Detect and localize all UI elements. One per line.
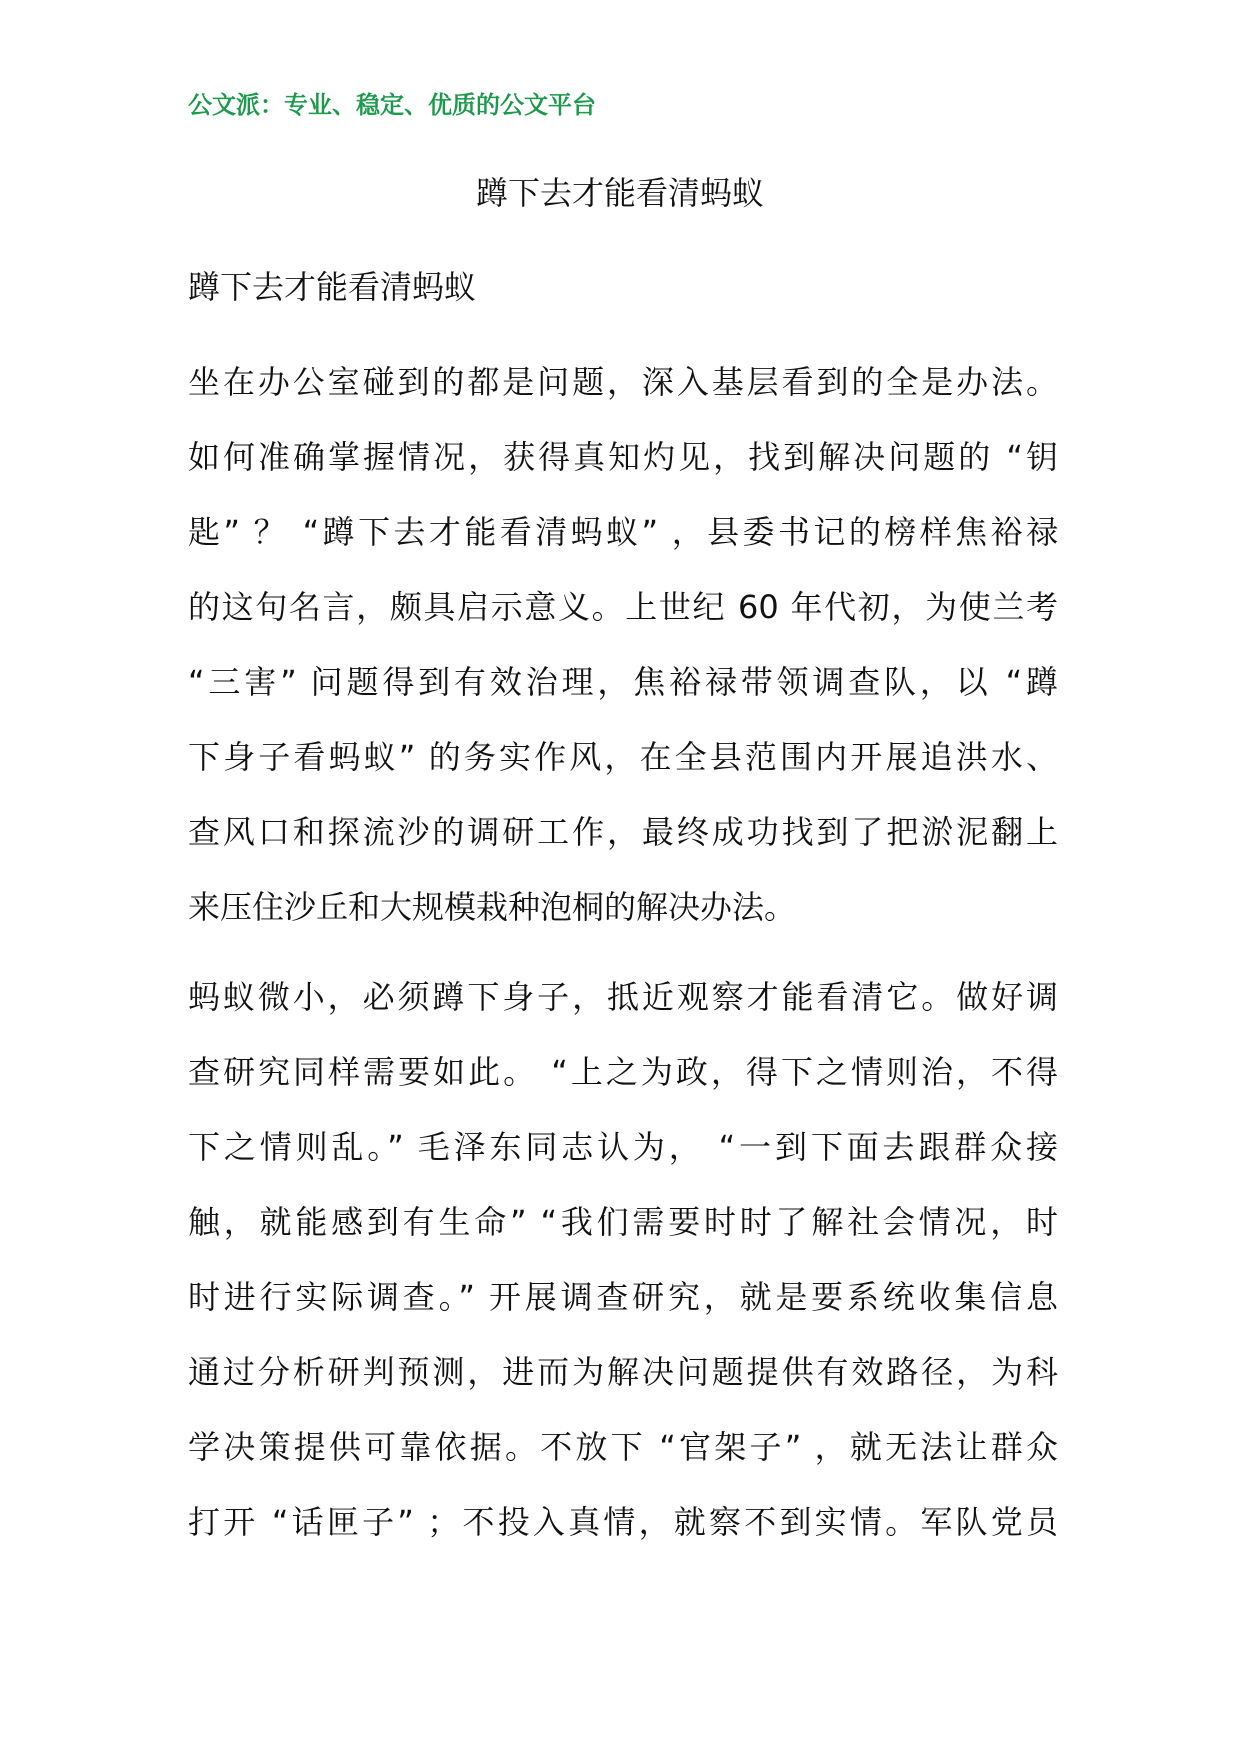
paragraph-line: 触，就能感到有生命” “我们需要时时了解社会情况，时: [188, 1203, 1058, 1241]
paragraph-line: 下身子看蚂蚁” 的务实作风，在全县范围内开展追洪水、: [188, 738, 1058, 776]
document-title: 蹲下去才能看清蚂蚁: [475, 174, 764, 212]
paragraph-line: 打开 “话匣子” ；不投入真情，就察不到实情。军队党员: [188, 1503, 1058, 1541]
paragraph-line: 通过分析研判预测，进而为解决问题提供有效路径，为科: [188, 1353, 1058, 1391]
paragraph-line: 匙” ？ “蹲下去才能看清蚂蚁” ，县委书记的榜样焦裕禄: [188, 513, 1058, 551]
paragraph-line: 学决策提供可靠依据。不放下 “官架子” ，就无法让群众: [188, 1428, 1058, 1466]
paragraph-line: 时进行实际调查。” 开展调查研究，就是要系统收集信息: [188, 1278, 1058, 1316]
paragraph-line: 来压住沙丘和大规模栽种泡桐的解决办法。: [188, 888, 797, 926]
site-slogan: 公文派：专业、稳定、优质的公文平台: [188, 90, 596, 119]
paragraph-line: 的这句名言，颇具启示意义。上世纪 60 年代初，为使兰考: [188, 588, 1058, 626]
document-subtitle: 蹲下去才能看清蚂蚁: [188, 268, 477, 306]
paragraph-line: 蚂蚁微小，必须蹲下身子，抵近观察才能看清它。做好调: [188, 978, 1058, 1016]
paragraph-2: [188, 960, 1058, 1560]
paragraph-line: “三害” 问题得到有效治理，焦裕禄带领调查队，以 “蹲: [188, 663, 1058, 701]
paragraph-line: 如何准确掌握情况，获得真知灼见，找到解决问题的 “钥: [188, 438, 1058, 476]
paragraph-line: 坐在办公室碰到的都是问题，深入基层看到的全是办法。: [188, 363, 1058, 401]
paragraph-line: 下之情则乱。” 毛泽东同志认为， “一到下面去跟群众接: [188, 1128, 1058, 1166]
paragraph-1: [188, 345, 1058, 945]
paragraph-line: 查研究同样需要如此。 “上之为政，得下之情则治，不得: [188, 1053, 1058, 1091]
paragraph-line: 查风口和探流沙的调研工作，最终成功找到了把淤泥翻上: [188, 813, 1058, 851]
